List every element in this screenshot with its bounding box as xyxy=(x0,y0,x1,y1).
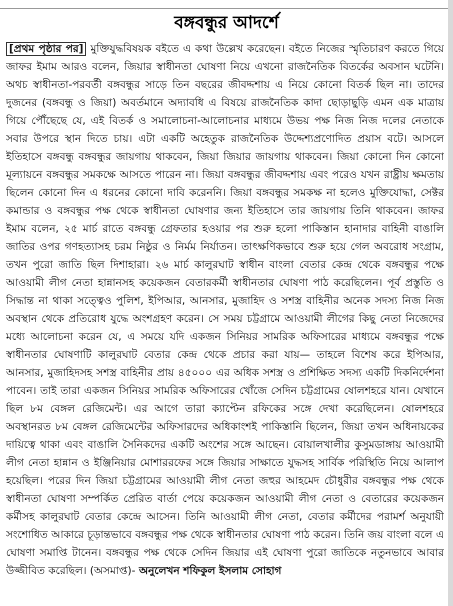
article-headline: বঙ্গবন্ধুর আদর্শে xyxy=(174,13,279,33)
continuation-marker: [প্রথম পৃষ্ঠার পর] xyxy=(6,42,86,56)
article-body xyxy=(6,40,444,602)
article-text: মুক্তিযুদ্ধবিষয়ক বইতে এ কথা উল্লেখ করেছেন। বইতে নিজের স্মৃতিচারণ করতে গিয়ে জাফর ইমাম আরও বলেন, জিয়ার স্বাধীনতা ঘোষণা নিয়ে এখনো রাজনৈতিক বিতর্কের অবসান ঘটেনি। অথচ স্বাধীনতা-পরবর্তী বঙ্গবন্ধুর সাড়ে তিন বছরের জীবদ্দশায় এ নিয়ে কোনো বিতর্ক ছিল না। তাদের দুজনের (বঙ্গবন্ধু ও জিয়া) অবর্তমানে অদ্যাবধি এ বিষয়ে রাজনৈতিক কাদা ছোড়াছুড়ি এমন এক মাত্রায় গিয়ে পৌঁছেছে যে, এই বিতর্ক ও সমালোচনা-আলোচনার মাধ্যমে উভয় পক্ষ নিজ নিজ দলের নেতাকে সবার উপরে স্থান দিতে চায়। এটা একটি অহেতুক রাজনৈতিক উদ্দেশ্যপ্রণোদিত প্রয়াস বটে। আসলে ইতিহাসে বঙ্গবন্ধু বঙ্গবন্ধুর জায়গায় থাকবেন, জিয়া জিয়ার জায়গায় থাকবেন। জিয়া কোনো দিন কোনো মূল্যায়নে বঙ্গবন্ধুর সমকক্ষে আসতে পারেন না। জিয়া বঙ্গবন্ধুর জীবদ্দশায় এবং পরেও যখন রাষ্ট্রীয় ক্ষমতায় ছিলেন কোনো দিন এ ধরনের কোনো দাবি করেননি। জিয়া বঙ্গবন্ধুর সমকক্ষ না হলেও মুক্তিযোদ্ধা, সেক্টর কমান্ডার ও বঙ্গবন্ধুর পক্ষ থেকে স্বাধীনতা ঘোষণার জন্য ইতিহাসে তার জায়গায় তিনি থাকবেন। জাফর ইমাম বলেন, ২৫ মার্চ রাতে বঙ্গবন্ধু গ্রেফতার হওয়ার পর শুরু হলো পাকিস্তান হানাদার বাহিনী বাঙালি জাতির ওপর গণহত্যাসহ চরম নিষ্ঠুর ও নির্মম নির্যাতন। তাৎক্ষণিকভাবে শুরু হয়ে গেল অবরোধ সংগ্রাম, তখন পুরো জাতি ছিল দিশাহারা। ২৬ মার্চ কালুরঘাট স্বাধীন বাংলা বেতার কেন্দ্র থেকে বঙ্গবন্ধুর পক্ষে আওয়ামী লীগ নেতা হান্নানসহ কয়েকজন বেতারকর্মী স্বাধীনতার ঘোষণা পাঠ করেছিলেন। পূর্ব প্রস্তুতি ও সিদ্ধান্ত না থাকা সত্ত্বেও পুলিশ, ইপিআর, আনসার, মুজাহিদ ও সশস্ত্র বাহিনীর অনেক সদস্য নিজ নিজ অবস্থান থেকে প্রতিরোধ যুদ্ধে অংশগ্রহণ করেন। সে সময় চট্টগ্রামে আওয়ামী লীগের কিছু নেতা নিজেদের মধ্যে আলোচনা করেন যে, এ সময়ে যদি একজন সিনিয়র সামরিক অফিসারের মাধ্যমে বঙ্গবন্ধুর পক্ষে স্বাধীনতার ঘোষণাটি কালুরঘাট বেতার কেন্দ্র থেকে প্রচার করা যায়— তাহলে বিশেষ করে ইপিআর, আনসার, মুজাহিদসহ সশস্ত্র বাহিনীর প্রায় ৪৫০০০ এর অধিক সশস্ত্র ও প্রশিক্ষিত সদস্য একটি দিকনির্দেশনা পাবেন। তাই তারা একজন সিনিয়র সামরিক অফিসারের খোঁজে সেদিন চট্টগ্রামের ষোলশহরে যান। যেখানে ছিল ৮ম বেঙ্গল রেজিমেন্ট। এর আগে তারা ক্যাপ্টেন রফিকের সঙ্গে দেখা করেছিলেন। ষোলশহরে অবস্থানরত ৮ম বেঙ্গল রেজিমেন্টের অফিসারদের অধিকাংশই পাকিস্তানি ছিলেন, জিয়া তখন অধিনায়কের দায়িত্বে থাকা এবং বাঙালি সৈনিকদের একটি অংশের সঙ্গে আছেন। বোয়ালখালীর কুসুমডাঙ্গায় আওয়ামী লীগ নেতা হান্নান ও ইঞ্জিনিয়ার মোশাররফের সঙ্গে জিয়ার সাক্ষাতে যুদ্ধসহ সার্বিক পরিস্থিতি নিয়ে আলাপ হয়েছিল। পরের দিন জিয়া চট্টগ্রামের আওয়ামী লীগ নেতা জহুর আহমেদ চৌধুরীর বঙ্গবন্ধুর পক্ষ থেকে স্বাধীনতা ঘোষণা সম্পর্কিত প্রেরিত বার্তা পেয়ে কয়েকজন আওয়ামী লীগ নেতা ও বেতারের কয়েকজন কর্মীসহ কালুরঘাট বেতার কেন্দ্রে আসেন। তিনি আওয়ামী লীগ নেতা, বেতার কর্মীদের পরামর্শ অনুযায়ী সংশোধিত আকারে চূড়ান্তভাবে বঙ্গবন্ধুর পক্ষ থেকে স্বাধীনতার ঘোষণা পাঠ করেন। তিনি জয় বাংলা বলে এ ঘোষণা সমাপ্তি টানেন। বঙ্গবন্ধুর পক্ষ থেকে সেদিন জিয়ার এই ঘোষণা পুরো জাতিকে নতুনভাবে আবার উজ্জীবিত করেছিল। (অসমাপ্ত)- xyxy=(6,43,444,577)
previous-section-strip xyxy=(0,0,453,9)
page-edge xyxy=(448,0,453,606)
byline: অনুলেখন শফিকুল ইসলাম সোহাগ xyxy=(135,565,282,577)
article-paragraph xyxy=(6,40,444,580)
